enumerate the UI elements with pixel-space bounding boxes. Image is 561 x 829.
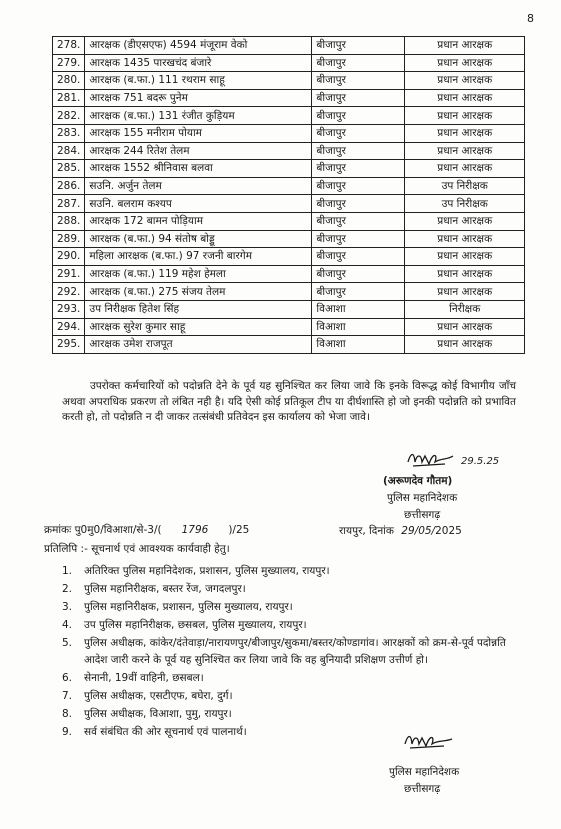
table-row [53, 177, 525, 195]
employee-name: सउनि. बलराम कश्यप [85, 195, 312, 213]
list-item-number: 3. [62, 601, 73, 613]
signature-date: 29.5.25 [461, 456, 500, 467]
promoted-rank: प्रधान आरक्षक [405, 124, 525, 142]
handwritten-signature-2 [402, 730, 462, 752]
place-date-label: रायपुर, दिनांक [339, 525, 394, 537]
list-item-number: 7. [62, 690, 73, 702]
order-place-date [339, 524, 462, 538]
instruction-paragraph [62, 379, 516, 426]
table-row [53, 283, 525, 301]
employee-name: सउनि. अर्जुन तेलम [85, 177, 312, 195]
signatory-state-2: छत्तीसगढ़ [404, 783, 441, 795]
promoted-rank: उप निरीक्षक [405, 177, 525, 195]
table-row [53, 248, 525, 266]
district: बीजापुर [312, 72, 405, 90]
list-item-text: अतिरिक्त पुलिस महानिदेशक, प्रशासन, पुलिस मुख्यालय, रायपुर। [84, 565, 330, 577]
order-number-label: क्रमांकः पु0मु0/विआशा/से-3/( [44, 524, 162, 536]
promoted-rank: प्रधान आरक्षक [405, 212, 525, 230]
date-year: 2025 [435, 525, 462, 537]
employee-name: आरक्षक 155 मनीराम पोयाम [85, 124, 312, 142]
district: बीजापुर [312, 248, 405, 266]
employee-name: आरक्षक (ब.फा.) 275 संजय तेलम [85, 283, 312, 301]
promoted-rank: प्रधान आरक्षक [405, 160, 525, 178]
serial-number: 285. [53, 160, 85, 178]
list-item-number: 9. [62, 726, 73, 738]
employee-name: आरक्षक 1435 पारखचंद बंजारे [85, 54, 312, 72]
table-row [53, 230, 525, 248]
list-item [62, 635, 520, 669]
employee-name: आरक्षक (डीएसएफ) 4594 मंजूराम वेको [85, 37, 312, 55]
serial-number: 281. [53, 89, 85, 107]
district: बीजापुर [312, 177, 405, 195]
district: बीजापुर [312, 160, 405, 178]
table-row [53, 124, 525, 142]
serial-number: 279. [53, 54, 85, 72]
promoted-rank: प्रधान आरक्षक [405, 336, 525, 354]
serial-number: 292. [53, 283, 85, 301]
serial-number: 288. [53, 212, 85, 230]
employee-name: उप निरीक्षक हितेश सिंह [85, 300, 312, 318]
serial-number: 278. [53, 37, 85, 55]
employee-name: आरक्षक (ब.फा.) 94 संतोष बोड्डू [85, 230, 312, 248]
list-item-number: 5. [62, 637, 73, 649]
promoted-rank: प्रधान आरक्षक [405, 283, 525, 301]
promoted-rank: प्रधान आरक्षक [405, 318, 525, 336]
list-item [62, 581, 520, 598]
list-item-text: सेनानी, 19वीं वाहिनी, छसबल। [84, 672, 204, 684]
list-item-text: पुलिस अधीक्षक, एसटीएफ, बघेरा, दुर्ग। [84, 690, 233, 702]
employee-name: आरक्षक 172 बामन पोड़ियाम [85, 212, 312, 230]
serial-number: 289. [53, 230, 85, 248]
table-row [53, 265, 525, 283]
promoted-rank: प्रधान आरक्षक [405, 230, 525, 248]
employee-name: आरक्षक (ब.फा.) 111 रथराम साहू [85, 72, 312, 90]
list-item-text: उप पुलिस महानिरीक्षक, छसबल, पुलिस मुख्यालय, रायपुर। [84, 619, 307, 631]
copy-heading: प्रतिलिपि :- सूचनार्थ एवं आवश्यक कार्यवाही हेतु। [44, 543, 230, 555]
promoted-rank: निरीक्षक [405, 300, 525, 318]
employee-name: आरक्षक 244 रितेश तेलम [85, 142, 312, 160]
list-item [62, 617, 520, 634]
district: बीजापुर [312, 37, 405, 55]
employee-name: आरक्षक 751 बदरू पुनेम [85, 89, 312, 107]
promotion-table [52, 36, 525, 354]
list-item-text: सर्व संबंधित की ओर सूचनार्थ एवं पालनार्थ। [84, 726, 247, 738]
serial-number: 287. [53, 195, 85, 213]
handwritten-signature [405, 448, 465, 470]
signatory-state: छत्तीसगढ़ [404, 509, 441, 521]
serial-number: 280. [53, 72, 85, 90]
table-row [53, 107, 525, 125]
district: बीजापुर [312, 142, 405, 160]
promoted-rank: प्रधान आरक्षक [405, 89, 525, 107]
serial-number: 284. [53, 142, 85, 160]
list-item [62, 706, 520, 723]
employee-name: आरक्षक 1552 श्रीनिवास बलवा [85, 160, 312, 178]
district: बीजापुर [312, 107, 405, 125]
serial-number: 293. [53, 300, 85, 318]
district: बीजापुर [312, 124, 405, 142]
signatory-title: पुलिस महानिदेशक [387, 492, 458, 504]
promoted-rank: प्रधान आरक्षक [405, 54, 525, 72]
list-item [62, 599, 520, 616]
employee-name: आरक्षक सुरेश कुमार साहू [85, 318, 312, 336]
employee-name: आरक्षक (ब.फा.) 131 रंजीत कुड़ियम [85, 107, 312, 125]
order-number-handwritten: 1796 [181, 524, 209, 536]
list-item-number: 6. [62, 672, 73, 684]
district: बीजापुर [312, 54, 405, 72]
serial-number: 294. [53, 318, 85, 336]
promoted-rank: उप निरीक्षक [405, 195, 525, 213]
page-number: 8 [527, 12, 534, 25]
district: विआशा [312, 318, 405, 336]
district: बीजापुर [312, 265, 405, 283]
list-item-number: 1. [62, 565, 73, 577]
table-row [53, 37, 525, 55]
district: बीजापुर [312, 195, 405, 213]
table-row [53, 318, 525, 336]
employee-name: आरक्षक (ब.फा.) 119 महेश हेमला [85, 265, 312, 283]
signatory-title-2: पुलिस महानिदेशक [389, 766, 460, 778]
signatory-name: (अरूणदेव गौतम) [383, 475, 453, 487]
list-item-number: 8. [62, 708, 73, 720]
district: विआशा [312, 300, 405, 318]
date-handwritten: 29/05/ [401, 525, 436, 537]
serial-number: 282. [53, 107, 85, 125]
district: बीजापुर [312, 212, 405, 230]
list-item-number: 4. [62, 619, 73, 631]
promotion-table-body [53, 37, 525, 354]
promoted-rank: प्रधान आरक्षक [405, 248, 525, 266]
table-row [53, 300, 525, 318]
serial-number: 290. [53, 248, 85, 266]
instruction-text: उपरोक्त कर्मचारियों को पदोन्नति देने के पूर्व यह सुनिश्चित कर लिया जावे कि इनके विरूद्ध कोई विभागीय जाँच अथवा अपराधिक प्रकरण तो लंबित नही है। यदि ऐसी कोई प्रतिकूल टीप या दीर्घशास्ति हो जो इनकी पदोन्नति को प्रभावित करती हो, तो पदोन्नति न दी जाकर तत्संबंधी प्रतिवेदन इस कार्यालय को भेजा जावे। [62, 380, 516, 423]
serial-number: 291. [53, 265, 85, 283]
list-item-text: पुलिस महानिरीक्षक, प्रशासन, पुलिस मुख्यालय, रायपुर। [84, 601, 293, 613]
promoted-rank: प्रधान आरक्षक [405, 142, 525, 160]
table-row [53, 142, 525, 160]
serial-number: 286. [53, 177, 85, 195]
list-item [62, 688, 520, 705]
promoted-rank: प्रधान आरक्षक [405, 265, 525, 283]
table-row [53, 195, 525, 213]
table-row [53, 72, 525, 90]
order-number [44, 523, 249, 537]
table-row [53, 336, 525, 354]
serial-number: 283. [53, 124, 85, 142]
district: विआशा [312, 336, 405, 354]
promoted-rank: प्रधान आरक्षक [405, 107, 525, 125]
list-item-text: पुलिस अधीक्षक, कांकेर/दंतेवाड़ा/नारायणपुर/बीजापुर/सुकमा/बस्तर/कोण्डागांव। आरक्षकों को क्रम-से-पूर्व पदोन्नति आदेश जारी करने के पूर्व यह सुनिश्चित कर लिया जावे कि वह बुनियादी प्रशिक्षण उत्तीर्ण हो। [84, 637, 506, 666]
serial-number: 295. [53, 336, 85, 354]
district: बीजापुर [312, 89, 405, 107]
list-item-text: पुलिस महानिरीक्षक, बस्तर रेंज, जगदलपुर। [84, 583, 246, 595]
order-number-suffix: )/25 [228, 524, 250, 536]
list-item [62, 670, 520, 687]
table-row [53, 89, 525, 107]
table-row [53, 212, 525, 230]
district: बीजापुर [312, 230, 405, 248]
list-item-text: पुलिस अधीक्षक, विआशा, पुमु, रायपुर। [84, 708, 232, 720]
list-item [62, 563, 520, 580]
promoted-rank: प्रधान आरक्षक [405, 72, 525, 90]
promoted-rank: प्रधान आरक्षक [405, 37, 525, 55]
list-item-number: 2. [62, 583, 73, 595]
employee-name: आरक्षक उमेश राजपूत [85, 336, 312, 354]
table-row [53, 54, 525, 72]
copy-list [62, 563, 520, 742]
district: बीजापुर [312, 283, 405, 301]
employee-name: महिला आरक्षक (ब.फा.) 97 रजनी बारगेम [85, 248, 312, 266]
table-row [53, 160, 525, 178]
